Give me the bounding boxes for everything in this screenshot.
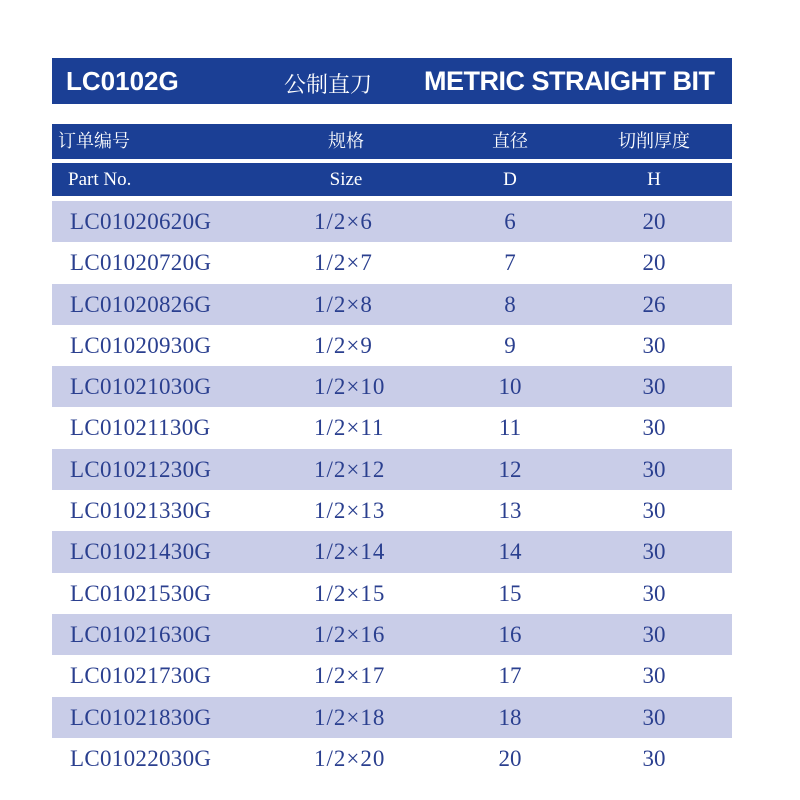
- header-cn-diameter: 直径: [492, 131, 528, 152]
- size-cell: 1/2×9: [314, 332, 373, 358]
- diameter-cell: 17: [498, 663, 522, 689]
- size-cell: 1/2×12: [314, 456, 386, 482]
- cut-depth-cell: 30: [642, 621, 666, 647]
- table-row: [52, 366, 732, 407]
- table-body: [52, 201, 732, 779]
- cut-depth-cell: 30: [642, 498, 666, 524]
- part-number-cell: LC01020930G: [70, 332, 212, 358]
- size-cell: 1/2×8: [314, 291, 373, 317]
- size-cell: 1/2×16: [314, 621, 386, 647]
- table-row: [52, 738, 732, 779]
- diameter-cell: 20: [498, 745, 522, 771]
- part-number-cell: LC01021130G: [70, 415, 211, 441]
- table-row: [52, 284, 732, 325]
- diameter-cell: 18: [498, 704, 522, 730]
- part-number-cell: LC01021330G: [70, 498, 212, 524]
- cut-depth-cell: 30: [642, 456, 666, 482]
- part-number-cell: LC01022030G: [70, 745, 212, 771]
- size-cell: 1/2×18: [314, 704, 386, 730]
- size-cell: 1/2×14: [314, 539, 386, 565]
- table-header-cn: [52, 124, 732, 159]
- table-row: [52, 407, 732, 448]
- cut-depth-cell: 26: [642, 291, 666, 317]
- table-row: [52, 573, 732, 614]
- part-number-cell: LC01021830G: [70, 704, 212, 730]
- table-header-en: [52, 163, 732, 196]
- table-row: [52, 614, 732, 655]
- header-en-size: Size: [329, 169, 363, 190]
- table-row: [52, 531, 732, 572]
- header-en-diameter: D: [503, 169, 517, 190]
- header-en-part-no: Part No.: [68, 169, 132, 190]
- part-number-cell: LC01021030G: [70, 374, 212, 400]
- product-name-en: METRIC STRAIGHT BIT: [424, 66, 715, 96]
- diameter-cell: 7: [504, 250, 516, 276]
- header-en-cut-depth: H: [647, 169, 661, 190]
- table-row: [52, 449, 732, 490]
- size-cell: 1/2×15: [314, 580, 386, 606]
- cut-depth-cell: 20: [642, 250, 666, 276]
- size-cell: 1/2×10: [314, 374, 386, 400]
- product-code: LC0102G: [66, 66, 179, 96]
- diameter-cell: 6: [504, 209, 516, 234]
- table-row: [52, 697, 732, 738]
- cut-depth-cell: 30: [642, 663, 666, 689]
- size-cell: 1/2×7: [314, 250, 373, 276]
- cut-depth-cell: 20: [642, 209, 666, 234]
- size-cell: 1/2×6: [314, 209, 373, 234]
- part-number-cell: LC01020620G: [70, 209, 212, 234]
- table-row: [52, 201, 732, 242]
- size-cell: 1/2×17: [314, 663, 386, 689]
- table-row: [52, 655, 732, 696]
- part-number-cell: LC01021230G: [70, 456, 212, 482]
- part-number-cell: LC01021730G: [70, 663, 212, 689]
- cut-depth-cell: 30: [642, 374, 666, 400]
- size-cell: 1/2×13: [314, 498, 386, 524]
- cut-depth-cell: 30: [642, 745, 666, 771]
- part-number-cell: LC01021530G: [70, 580, 212, 606]
- table-row: [52, 242, 732, 283]
- size-cell: 1/2×11: [314, 415, 385, 441]
- header-cn-size: 规格: [328, 131, 364, 152]
- cut-depth-cell: 30: [642, 704, 666, 730]
- diameter-cell: 8: [504, 291, 516, 317]
- header-cn-cut-depth: 切削厚度: [618, 131, 690, 152]
- diameter-cell: 15: [498, 580, 522, 606]
- part-number-cell: LC01020720G: [70, 250, 212, 276]
- table-row: [52, 490, 732, 531]
- diameter-cell: 11: [498, 415, 522, 441]
- cut-depth-cell: 30: [642, 539, 666, 565]
- diameter-cell: 16: [498, 621, 522, 647]
- diameter-cell: 14: [498, 539, 522, 565]
- part-number-cell: LC01020826G: [70, 291, 212, 317]
- cut-depth-cell: 30: [642, 580, 666, 606]
- diameter-cell: 10: [498, 374, 522, 400]
- size-cell: 1/2×20: [314, 745, 386, 771]
- diameter-cell: 9: [504, 332, 516, 358]
- product-name-cn: 公制直刀: [284, 73, 373, 98]
- diameter-cell: 13: [498, 498, 522, 524]
- cut-depth-cell: 30: [642, 332, 666, 358]
- table-row: [52, 325, 732, 366]
- diameter-cell: 12: [498, 456, 522, 482]
- title-bar: [52, 58, 732, 104]
- part-number-cell: LC01021630G: [70, 621, 212, 647]
- header-cn-part-no: 订单编号: [58, 131, 130, 152]
- cut-depth-cell: 30: [642, 415, 666, 441]
- part-number-cell: LC01021430G: [70, 539, 212, 565]
